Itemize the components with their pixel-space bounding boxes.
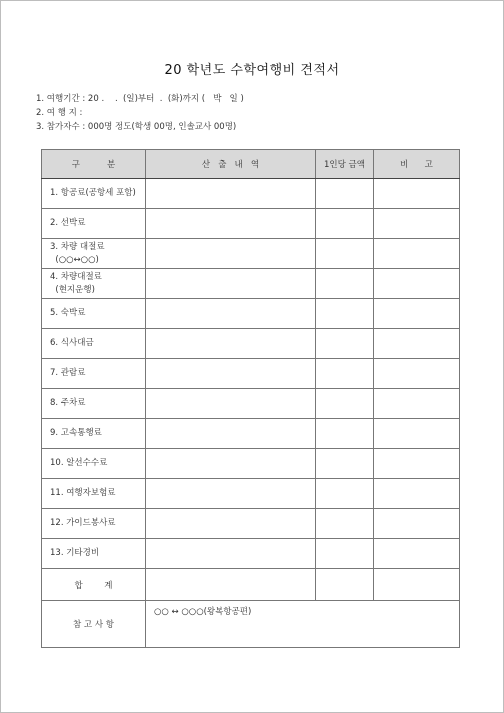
item-remarks-cell[interactable] [374, 509, 460, 539]
item-per-person-cell[interactable] [316, 359, 374, 389]
item-per-person-cell[interactable] [316, 389, 374, 419]
info-destination: 2. 여 행 지 : [36, 108, 83, 118]
item-calculation-cell[interactable] [146, 449, 316, 479]
item-label-line: 12. 가이드봉사료 [50, 518, 116, 528]
reference-label: 참 고 사 항 [42, 601, 146, 648]
item-label-line: 8. 주차료 [50, 398, 86, 408]
reference-row [42, 601, 460, 648]
item-label-line: 9. 고속통행료 [50, 428, 102, 438]
total-remarks-cell[interactable] [374, 569, 460, 601]
item-per-person-cell[interactable] [316, 269, 374, 299]
total-label: 합 계 [42, 569, 146, 601]
reference-note: ○○ ↔ ○○○(왕복항공편) [146, 601, 460, 648]
item-calculation-cell[interactable] [146, 209, 316, 239]
item-calculation-cell[interactable] [146, 479, 316, 509]
item-label [42, 449, 146, 479]
table-row [42, 419, 460, 449]
item-remarks-cell[interactable] [374, 539, 460, 569]
item-label-subline: (현지운행) [50, 284, 95, 295]
item-label-line: 13. 기타경비 [50, 548, 100, 558]
item-label [42, 209, 146, 239]
item-calculation-cell[interactable] [146, 239, 316, 269]
table-row [42, 389, 460, 419]
item-calculation-cell[interactable] [146, 359, 316, 389]
item-label-line: 3. 차량 대절료 [50, 241, 105, 252]
item-per-person-cell[interactable] [316, 419, 374, 449]
document-title: 20 학년도 수학여행비 견적서 [164, 63, 340, 78]
item-label [42, 539, 146, 569]
header-category: 구 분 [42, 150, 146, 179]
item-remarks-cell[interactable] [374, 239, 460, 269]
item-label-line: 4. 차량대절료 [50, 271, 102, 282]
item-calculation-cell[interactable] [146, 389, 316, 419]
item-label [42, 509, 146, 539]
table-row [42, 269, 460, 299]
item-remarks-cell[interactable] [374, 479, 460, 509]
item-calculation-cell[interactable] [146, 179, 316, 209]
info-trip-period: 1. 여행기간 : 20 . . (일)부터 . (화)까지 ( 박 일 ) [36, 94, 244, 104]
item-label-line: 6. 식사대금 [50, 338, 94, 348]
trip-info [36, 92, 244, 134]
item-per-person-cell[interactable] [316, 209, 374, 239]
item-label-line: 1. 항공료(공항세 포함) [50, 188, 136, 198]
info-participants: 3. 참가자수 : 000명 정도(학생 00명, 인솔교사 00명) [36, 122, 237, 132]
item-per-person-cell[interactable] [316, 239, 374, 269]
item-label-line: 5. 숙박료 [50, 308, 86, 318]
table-row [42, 479, 460, 509]
table-row [42, 239, 460, 269]
item-per-person-cell[interactable] [316, 329, 374, 359]
item-label [42, 299, 146, 329]
table-row [42, 359, 460, 389]
item-label-line: 10. 알선수수료 [50, 458, 108, 468]
item-remarks-cell[interactable] [374, 329, 460, 359]
header-calculation: 산 출 내 역 [146, 150, 316, 179]
item-calculation-cell[interactable] [146, 329, 316, 359]
item-remarks-cell[interactable] [374, 359, 460, 389]
total-row [42, 569, 460, 601]
item-remarks-cell[interactable] [374, 299, 460, 329]
estimate-table [41, 149, 460, 648]
item-label [42, 479, 146, 509]
item-label-line: 11. 여행자보험료 [50, 488, 116, 498]
item-label [42, 419, 146, 449]
item-label [42, 269, 146, 299]
item-label [42, 359, 146, 389]
item-calculation-cell[interactable] [146, 509, 316, 539]
item-label-line: 7. 관람료 [50, 368, 86, 378]
item-remarks-cell[interactable] [374, 269, 460, 299]
item-remarks-cell[interactable] [374, 179, 460, 209]
item-remarks-cell[interactable] [374, 419, 460, 449]
item-rows [42, 179, 460, 569]
header-row [42, 150, 460, 179]
item-calculation-cell[interactable] [146, 299, 316, 329]
item-per-person-cell[interactable] [316, 479, 374, 509]
table-row [42, 209, 460, 239]
header-remarks: 비 고 [374, 150, 460, 179]
item-remarks-cell[interactable] [374, 389, 460, 419]
header-per-person: 1인당 금액 [316, 150, 374, 179]
item-calculation-cell[interactable] [146, 419, 316, 449]
item-per-person-cell[interactable] [316, 509, 374, 539]
item-label-line: 2. 선박료 [50, 218, 86, 228]
table-row [42, 299, 460, 329]
item-label [42, 239, 146, 269]
item-per-person-cell[interactable] [316, 179, 374, 209]
table-row [42, 329, 460, 359]
item-label [42, 389, 146, 419]
item-label [42, 329, 146, 359]
item-per-person-cell[interactable] [316, 539, 374, 569]
item-remarks-cell[interactable] [374, 449, 460, 479]
item-calculation-cell[interactable] [146, 539, 316, 569]
table-row [42, 179, 460, 209]
item-remarks-cell[interactable] [374, 209, 460, 239]
table-row [42, 449, 460, 479]
item-label-subline: (○○↔○○) [50, 254, 99, 265]
total-per-person-cell[interactable] [316, 569, 374, 601]
total-calculation-cell[interactable] [146, 569, 316, 601]
item-calculation-cell[interactable] [146, 269, 316, 299]
item-per-person-cell[interactable] [316, 449, 374, 479]
item-label [42, 179, 146, 209]
table-row [42, 539, 460, 569]
item-per-person-cell[interactable] [316, 299, 374, 329]
table-row [42, 509, 460, 539]
